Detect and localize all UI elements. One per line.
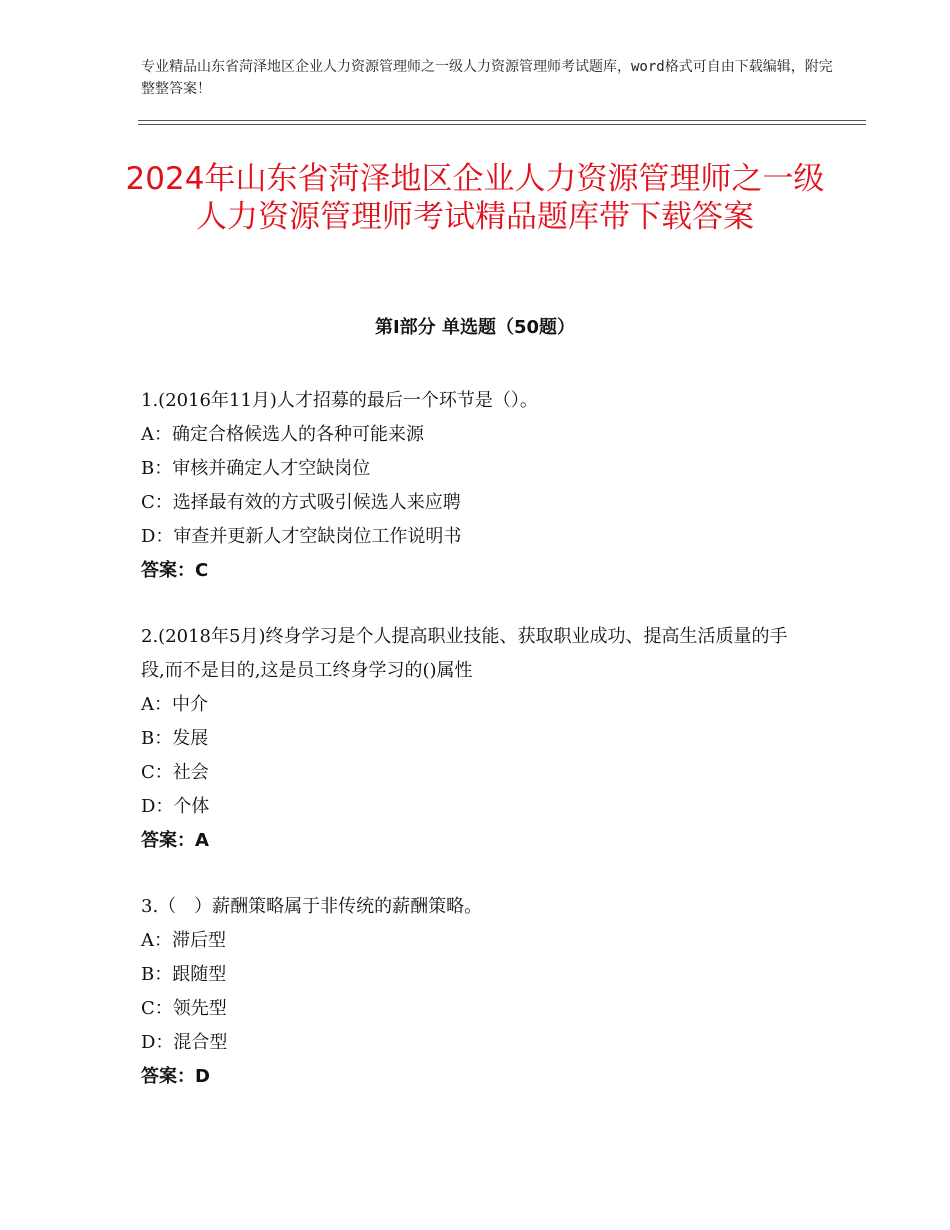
question-stem: 1.(2016年11月)人才招募的最后一个环节是（）。 xyxy=(141,390,538,411)
option-c: C：社会 xyxy=(141,762,209,783)
question-list xyxy=(141,384,811,1126)
option-a: A：中介 xyxy=(141,694,208,715)
question-1 xyxy=(141,384,811,588)
question-2 xyxy=(141,620,811,858)
option-b: B：跟随型 xyxy=(141,964,227,985)
option-c: C：领先型 xyxy=(141,998,227,1019)
question-3 xyxy=(141,890,811,1094)
section-title: 第Ⅰ部分 单选题（50题） xyxy=(374,317,575,338)
option-a: A：确定合格候选人的各种可能来源 xyxy=(141,424,424,445)
answer: 答案：C xyxy=(141,560,209,581)
document-title: 2024年山东省菏泽地区企业人力资源管理师之一级人力资源管理师考试精品题库带下载答案 xyxy=(125,161,825,235)
header-note: 专业精品山东省菏泽地区企业人力资源管理师之一级人力资源管理师考试题库，word格式可自由下载编辑，附完整整答案！ xyxy=(141,59,833,97)
option-b: B：审核并确定人才空缺岗位 xyxy=(141,458,371,479)
header-divider xyxy=(138,120,866,125)
option-d: D：混合型 xyxy=(141,1032,228,1053)
option-d: D：审查并更新人才空缺岗位工作说明书 xyxy=(141,526,462,547)
answer: 答案：D xyxy=(141,1066,210,1087)
question-stem: 2.(2018年5月)终身学习是个人提高职业技能、获取职业成功、提高生活质量的手段,而不是目的,这是员工终身学习的()属性 xyxy=(141,626,788,681)
option-c: C：选择最有效的方式吸引候选人来应聘 xyxy=(141,492,461,513)
option-a: A：滞后型 xyxy=(141,930,226,951)
option-b: B：发展 xyxy=(141,728,209,749)
option-d: D：个体 xyxy=(141,796,210,817)
answer: 答案：A xyxy=(141,830,209,851)
question-stem: 3.（ ）薪酬策略属于非传统的薪酬策略。 xyxy=(141,896,483,917)
